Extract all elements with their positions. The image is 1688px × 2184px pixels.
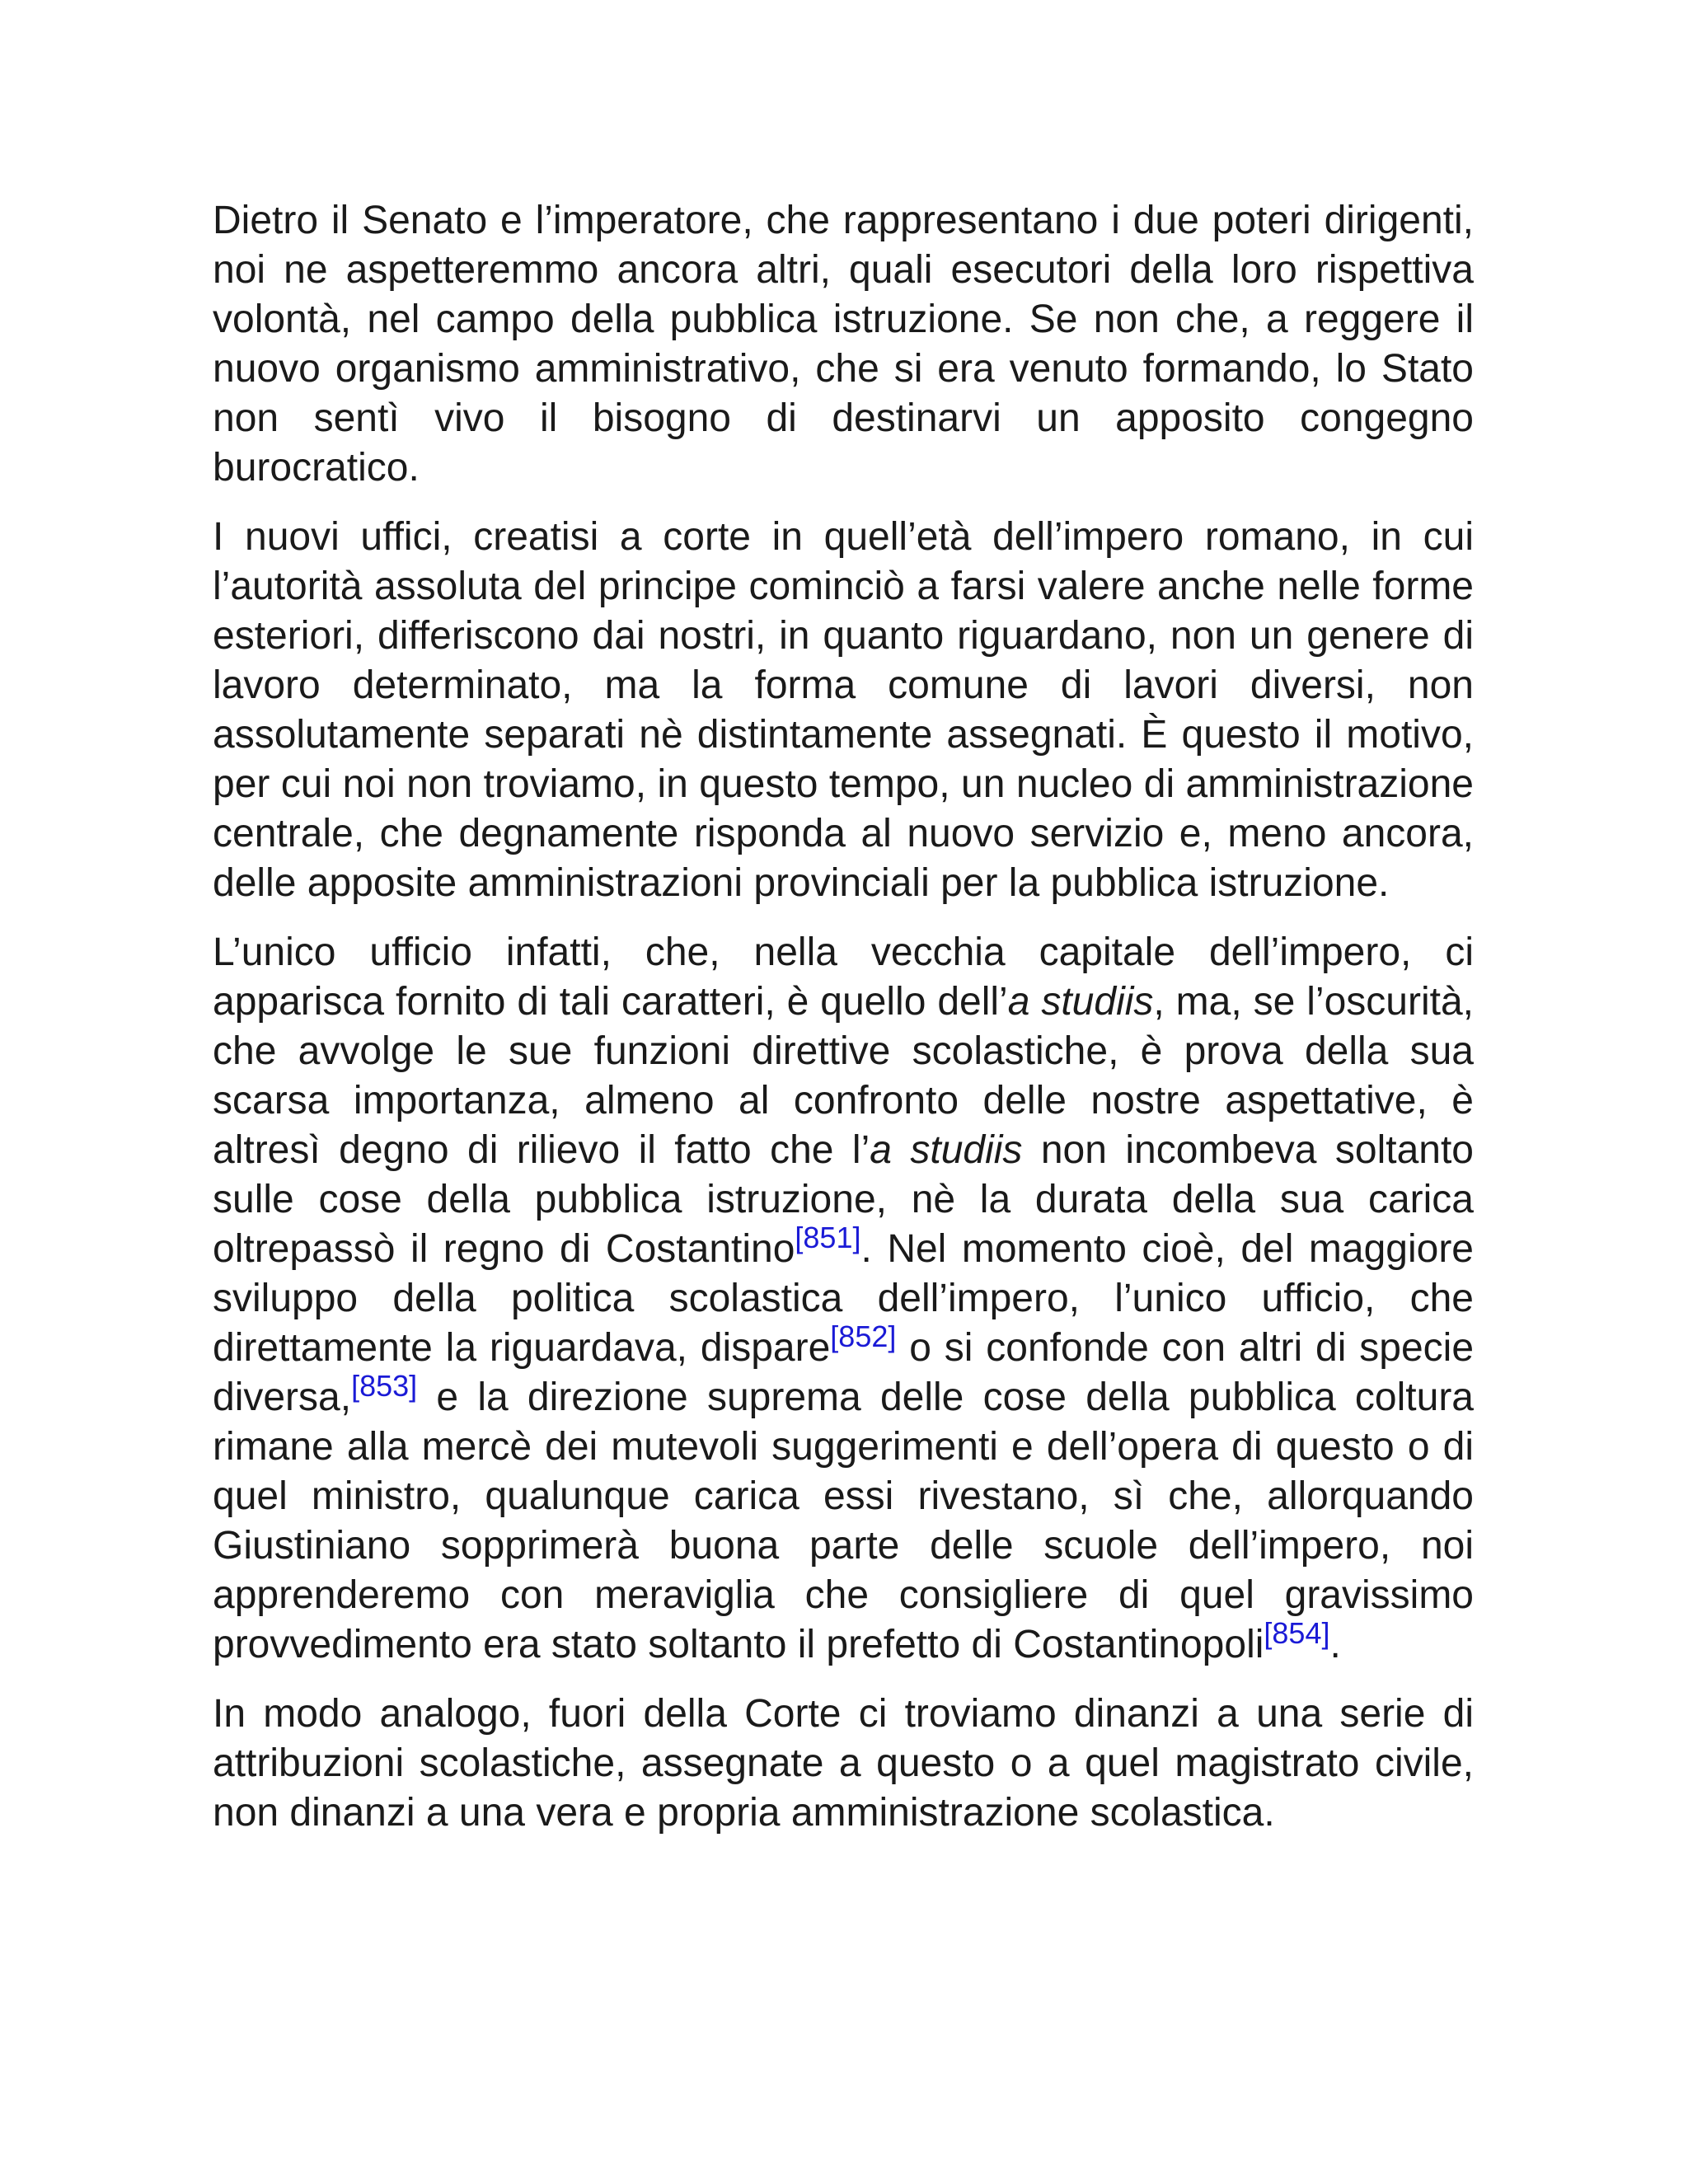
paragraph-3-text-4: . Nel momento cioè, del maggiore sviluppo della politica scolastica dell’impero, l’unico ufficio, che direttamente la riguardava, dispare	[213, 1227, 1474, 1370]
paragraph-4: In modo analogo, fuori della Corte ci troviamo dinanzi a una serie di attribuzioni scolastiche, assegnate a questo o a quel magistrato civile, non dinanzi a una vera e propria amministrazione scolastica.	[213, 1692, 1474, 1835]
paragraph-3-text-6: e la direzione suprema delle cose della pubblica coltura rimane alla mercè dei mutevoli suggerimenti e dell’opera di questo o di quel ministro, qualunque carica essi rivestano, sì che, allorquando Giustiniano sopprimerà buona parte delle scuole dell’impero, noi apprenderemo con meraviglia che consigliere di quel gravissimo provvedimento era stato soltanto il prefetto di Costantinopoli	[213, 1376, 1474, 1666]
italic-term-a-studiis-1: a studiis	[1007, 980, 1154, 1024]
paragraph-3-text-3: non incombeva soltanto sulle cose della pubblica istruzione, nè la durata della sua carica oltrepassò il regno di Costantino	[213, 1128, 1474, 1271]
footnote-link-853[interactable]: [853]	[351, 1369, 418, 1403]
document-body	[213, 196, 1474, 1858]
paragraph-3-text-2: , ma, se l’oscurità, che avvolge le sue funzioni direttive scolastiche, è prova della sua scarsa importanza, almeno al confronto delle nostre aspettative, è altresì degno di rilievo il fatto che l’	[213, 980, 1474, 1172]
paragraph-3-text-7: .	[1329, 1623, 1341, 1666]
footnote-link-851[interactable]: [851]	[795, 1221, 861, 1254]
paragraph-2: I nuovi uffici, creatisi a corte in quell’età dell’impero romano, in cui l’autorità assoluta del principe cominciò a farsi valere anche nelle forme esteriori, differiscono dai nostri, in quanto riguardano, non un genere di lavoro determinato, ma la forma comune di lavori diversi, non assolutamente separati nè distintamente assegnati. È questo il motivo, per cui noi non troviamo, in questo tempo, un nucleo di amministrazione centrale, che degnamente risponda al nuovo servizio e, meno ancora, delle apposite amministrazioni provinciali per la pubblica istruzione.	[213, 515, 1474, 905]
italic-term-a-studiis-2: a studiis	[870, 1128, 1023, 1172]
paragraph-3-text-5: o si confonde con altri di specie diversa,	[213, 1326, 1475, 1419]
paragraph-3-text-1: L’unico ufficio infatti, che, nella vecchia capitale dell’impero, ci apparisca fornito di tali caratteri, è quello dell’	[213, 930, 1474, 1024]
paragraph-3	[213, 928, 1474, 1670]
paragraph-1: Dietro il Senato e l’imperatore, che rappresentano i due poteri dirigenti, noi ne aspetteremmo ancora altri, quali esecutori della loro rispettiva volontà, nel campo della pubblica istruzione. Se non che, a reggere il nuovo organismo amministrativo, che si era venuto formando, lo Stato non sentì vivo il bisogno di destinarvi un apposito congegno burocratico.	[213, 199, 1474, 490]
footnote-link-852[interactable]: [852]	[830, 1319, 897, 1353]
footnote-link-854[interactable]: [854]	[1264, 1616, 1330, 1650]
